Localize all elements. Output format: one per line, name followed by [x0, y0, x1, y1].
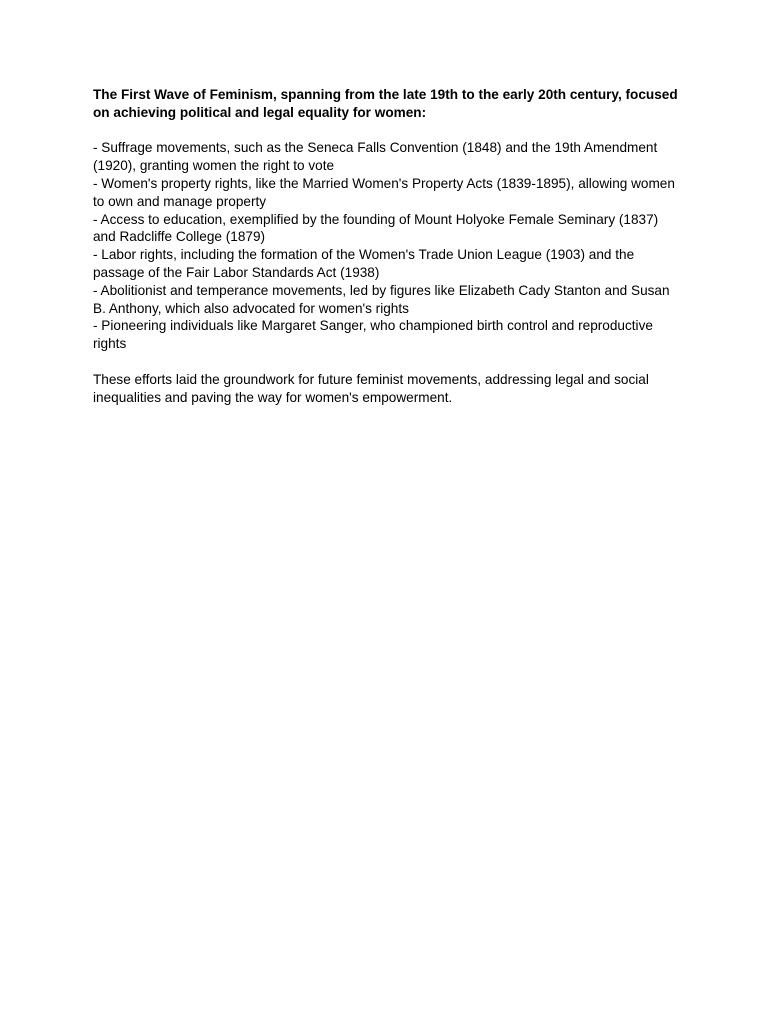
document-heading: The First Wave of Feminism, spanning from the late 19th to the early 20th century, focused on achieving political and legal equality for women:: [93, 87, 678, 120]
closing-paragraph: These efforts laid the groundwork for future feminist movements, addressing legal and social inequalities and paving the way for women's empowerment.: [93, 371, 649, 405]
list-item: - Pioneering individuals like Margaret Sanger, who championed birth control and reproductive rights: [93, 318, 653, 352]
document-page: [93, 86, 683, 406]
bullet-list: [93, 139, 683, 353]
list-item: - Abolitionist and temperance movements, led by figures like Elizabeth Cady Stanton and Susan B. Anthony, which also advocated for women's rights: [93, 282, 670, 316]
list-item: - Suffrage movements, such as the Seneca Falls Convention (1848) and the 19th Amendment (1920), granting women the right to vote: [93, 140, 658, 174]
list-item: - Access to education, exemplified by the founding of Mount Holyoke Female Seminary (1837) and Radcliffe College (1879): [93, 211, 659, 245]
list-item: - Women's property rights, like the Married Women's Property Acts (1839-1895), allowing women to own and manage property: [93, 175, 675, 209]
list-item: - Labor rights, including the formation of the Women's Trade Union League (1903) and the passage of the Fair Labor Standards Act (1938): [93, 247, 635, 280]
